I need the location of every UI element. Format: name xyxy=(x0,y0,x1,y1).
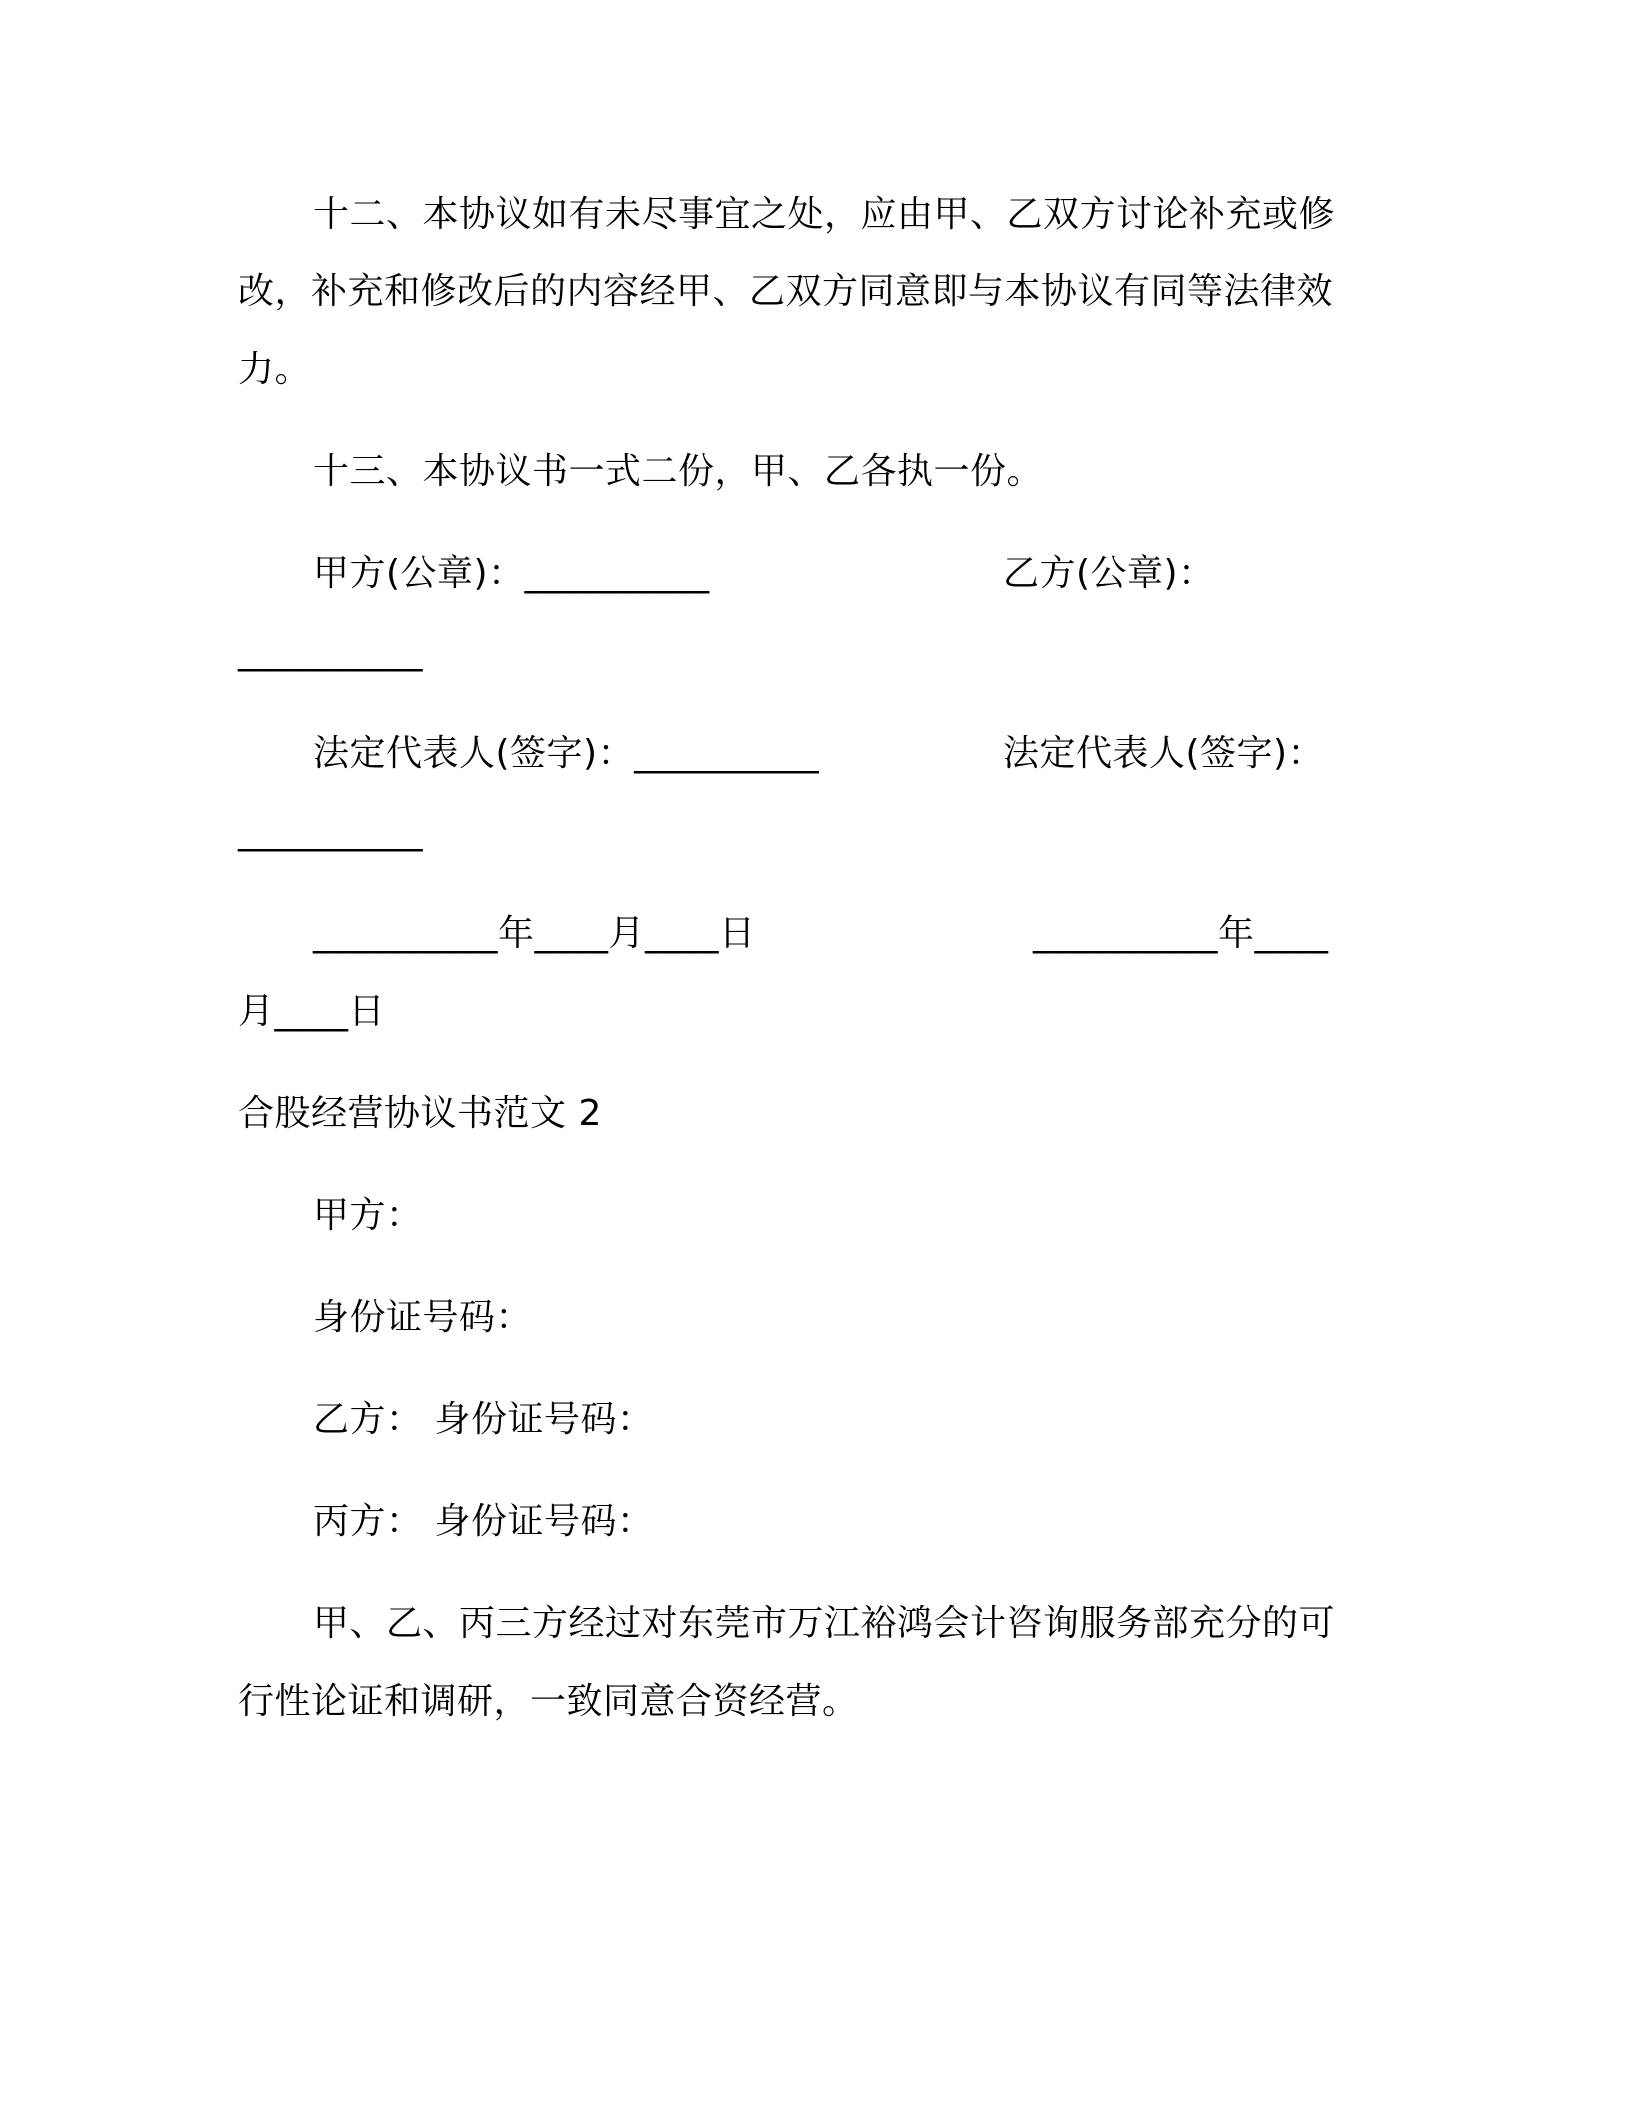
section-2-party-a: 甲方： xyxy=(313,1195,423,1236)
party-b-representative-blank: __________ xyxy=(238,811,423,852)
party-b-seal: 乙方(公章)： xyxy=(1003,553,1215,594)
party-b-representative: 法定代表人(签字)： xyxy=(1003,733,1325,774)
party-b-date-line-1: __________年____ xyxy=(1033,913,1329,954)
section-2-intro-line-1: 甲、乙、丙三方经过对东莞市万江裕鸿会计咨询服务部充分的可 xyxy=(313,1603,1336,1644)
party-a-date: __________年____月____日 xyxy=(313,913,756,954)
clause-12-line-2: 改，补充和修改后的内容经甲、乙双方同意即与本协议有同等法律效 xyxy=(238,271,1334,312)
clause-12-line-1: 十二、本协议如有未尽事宜之处，应由甲、乙双方讨论补充或修 xyxy=(313,194,1336,235)
clause-13: 十三、本协议书一式二份，甲、乙各执一份。 xyxy=(313,451,1044,492)
section-2-id-number: 身份证号码： xyxy=(313,1297,533,1338)
section-2-party-c: 丙方： 身份证号码： xyxy=(313,1501,654,1542)
section-2-title: 合股经营协议书范文 2 xyxy=(238,1093,602,1134)
clause-12-line-3: 力。 xyxy=(238,349,312,390)
section-2-party-b: 乙方： 身份证号码： xyxy=(313,1399,654,1440)
party-b-date-line-2: 月____日 xyxy=(238,991,386,1032)
section-2-intro-line-2: 行性论证和调研，一致同意合资经营。 xyxy=(238,1681,859,1722)
party-a-seal: 甲方(公章)：__________ xyxy=(313,553,710,594)
party-a-representative: 法定代表人(签字)：__________ xyxy=(313,733,820,774)
party-b-seal-blank: __________ xyxy=(238,631,423,672)
